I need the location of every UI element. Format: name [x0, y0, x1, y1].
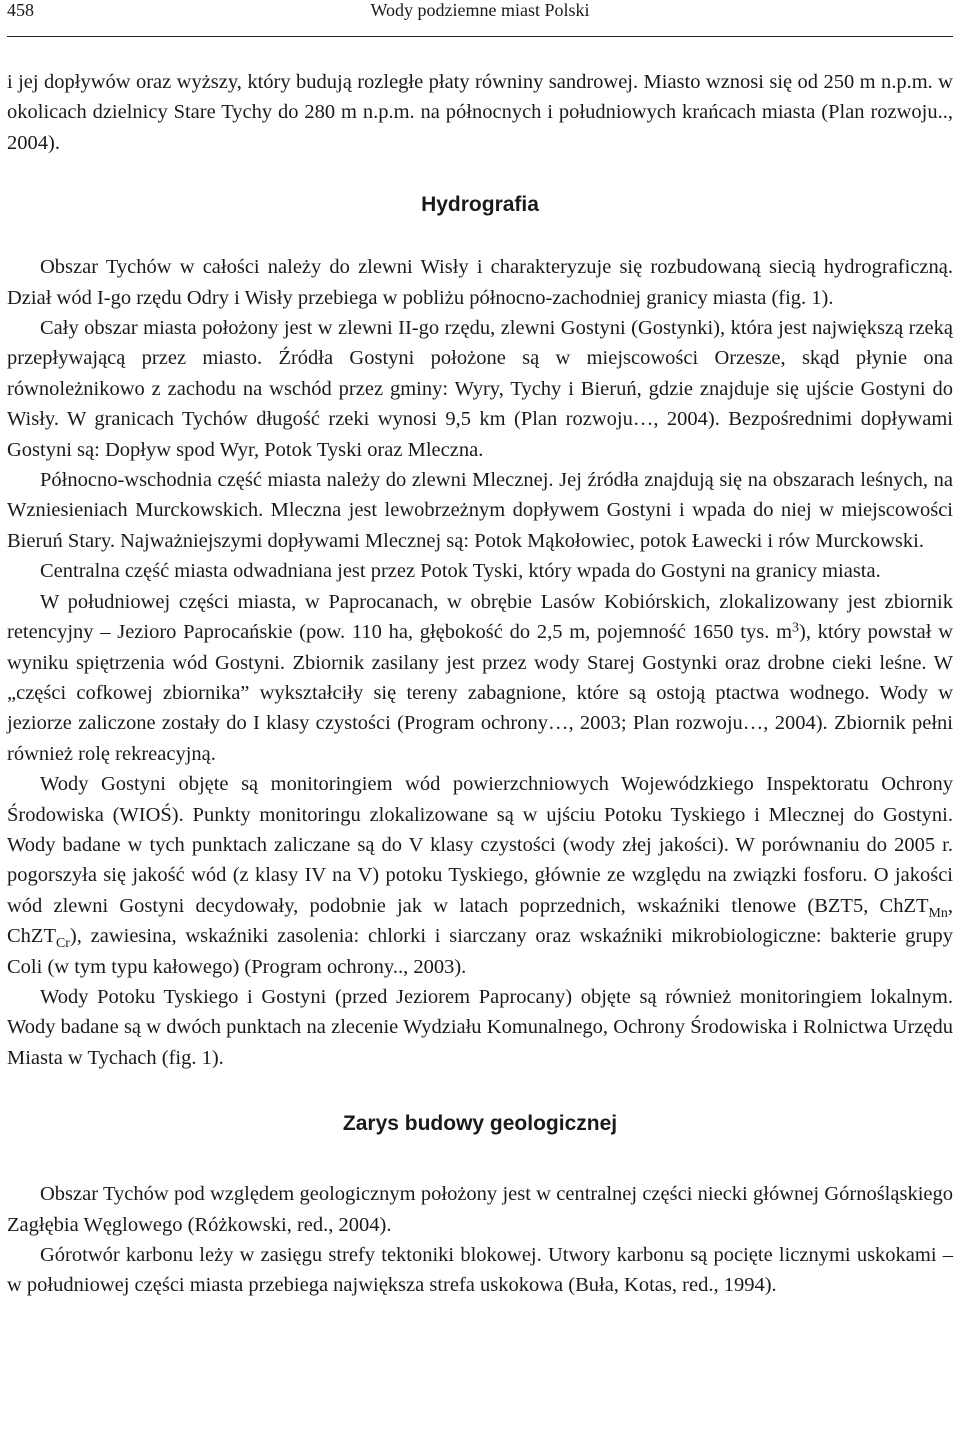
subscript: Mn: [928, 905, 948, 921]
paragraph: [7, 587, 953, 769]
section-heading-geologia: Zarys budowy geologicznej: [342, 1112, 618, 1136]
superscript: 3: [792, 620, 799, 636]
subscript: Cr: [55, 936, 70, 952]
paragraph: Obszar Tychów pod względem geologicznym położony jest w centralnej części niecki głównej Górnośląskiego Zagłębia Węglowego (Różkowski, red., 2004).: [7, 1183, 953, 1236]
text-run: , ChZT: [7, 894, 953, 948]
intro-paragraph: i jej dopływów oraz wyższy, który budują rozległe płaty równiny sandrowej. Miasto wznosi się od 250 m n.p.m. w okolicach dzielnicy Stare Tychy do 280 m n.p.m. na północnych i południowych krańcach miasta (Plan rozwoju.., 2004).: [7, 71, 953, 154]
paragraph: Cały obszar miasta położony jest w zlewni II-go rzędu, zlewni Gostyni (Gostynki), która jest największą rzeką przepływającą przez miasto. Źródła Gostyni położone są w miejscowości Orzesze, skąd płynie ona równoleżnikowo z zachodu na wschód przez gminy: Wyry, Tychy i Bieruń, gdzie znajduje się ujście Gostyni do Wisły. W granicach Tychów długość rzeki wynosi 9,5 km (Plan rozwoju…, 2004). Bezpośrednimi dopływami Gostyni są: Dopływ spod Wyr, Potok Tyski oraz Mleczna.: [7, 317, 953, 461]
text-run: ), zawiesina, wskaźniki zasolenia: chlorki i siarczany oraz wskaźniki mikrobiologiczne: bakterie grupy Coli (w tym typu kałowego) (Program ochrony.., 2003).: [7, 925, 953, 978]
text-run: W południowej części miasta, w Paprocanach, w obrębie Lasów Kobiórskich, zlokalizowany jest zbiornik retencyjny – Jezioro Paprocańskie (pow. 110 ha, głębokość do 2,5 m, pojemność 1650 tys. m: [7, 590, 953, 644]
body-text: [7, 67, 953, 1301]
section-heading-hydrografia: Hydrografia: [421, 193, 539, 217]
paragraph: Wody Potoku Tyskiego i Gostyni (przed Jeziorem Paprocany) objęte są również monitoringiem lokalnym. Wody badane są w dwóch punktach na zlecenie Wydziału Komunalnego, Ochrony Środowiska i Rolnictwa Urzędu Miasta w Tychach (fig. 1).: [7, 985, 953, 1069]
running-head: [7, 0, 953, 37]
page-number: 458: [7, 0, 34, 20]
text-run: ), który powstał w wyniku spiętrzenia wód Gostyni. Zbiornik zasilany jest przez wody Starej Gostynki oraz drobne cieki leśne. W „części cofkowej zbiornika” wykształciły się tereny zabagnione, które są ostoją ptactwa wodnego. Wody w jeziorze zaliczone zostały do I klasy czystości (Program ochrony…, 2003; Plan rozwoju…, 2004). Zbiornik pełni również rolę rekreacyjną.: [7, 621, 953, 765]
text-run: Wody Gostyni objęte są monitoringiem wód powierzchniowych Wojewódzkiego Inspektoratu Ochrony Środowiska (WIOŚ). Punkty monitoringu zlokalizowane są w ujściu Potoku Tyskiego i Mlecznej do Gostyni. Wody badane w tych punktach zaliczane są do V klasy czystości (wody złej jakości). W porównaniu do 2005 r. pogorszyła się jakość wód (z klasy IV na V) potoku Tyskiego, głównie ze względu na związki fosforu. O jakości wód zlewni Gostyni decydowały, podobnie jak w latach poprzednich, wskaźniki tlenowe (BZT5, ChZT: [7, 773, 953, 917]
paragraph: Obszar Tychów w całości należy do zlewni Wisły i charakteryzuje się rozbudowaną siecią hydrograficzną. Dział wód I-go rzędu Odry i Wisły przebiega w pobliżu północno-zachodniej granicy miasta (fig. 1).: [7, 256, 953, 309]
running-title: Wody podziemne miast Polski: [370, 0, 590, 20]
paragraph: Górotwór karbonu leży w zasięgu strefy tektoniki blokowej. Utwory karbonu są pocięte licznymi uskokami – w południowej części miasta przebiega największa strefa uskokowa (Buła, Kotas, red., 1994).: [7, 1244, 953, 1297]
paragraph: Północno-wschodnia część miasta należy do zlewni Mlecznej. Jej źródła znajdują się na obszarach leśnych, na Wzniesieniach Murckowskich. Mleczna jest lewobrzeżnym dopływem Gostyni i wpada do niej w miejscowości Bieruń Stary. Najważniejszymi dopływami Mlecznej są: Potok Mąkołowiec, potok Ławecki i rów Murckowski.: [7, 469, 953, 552]
paragraph: [7, 769, 953, 982]
paragraph: Centralna część miasta odwadniana jest przez Potok Tyski, który wpada do Gostyni na granicy miasta.: [40, 560, 881, 583]
